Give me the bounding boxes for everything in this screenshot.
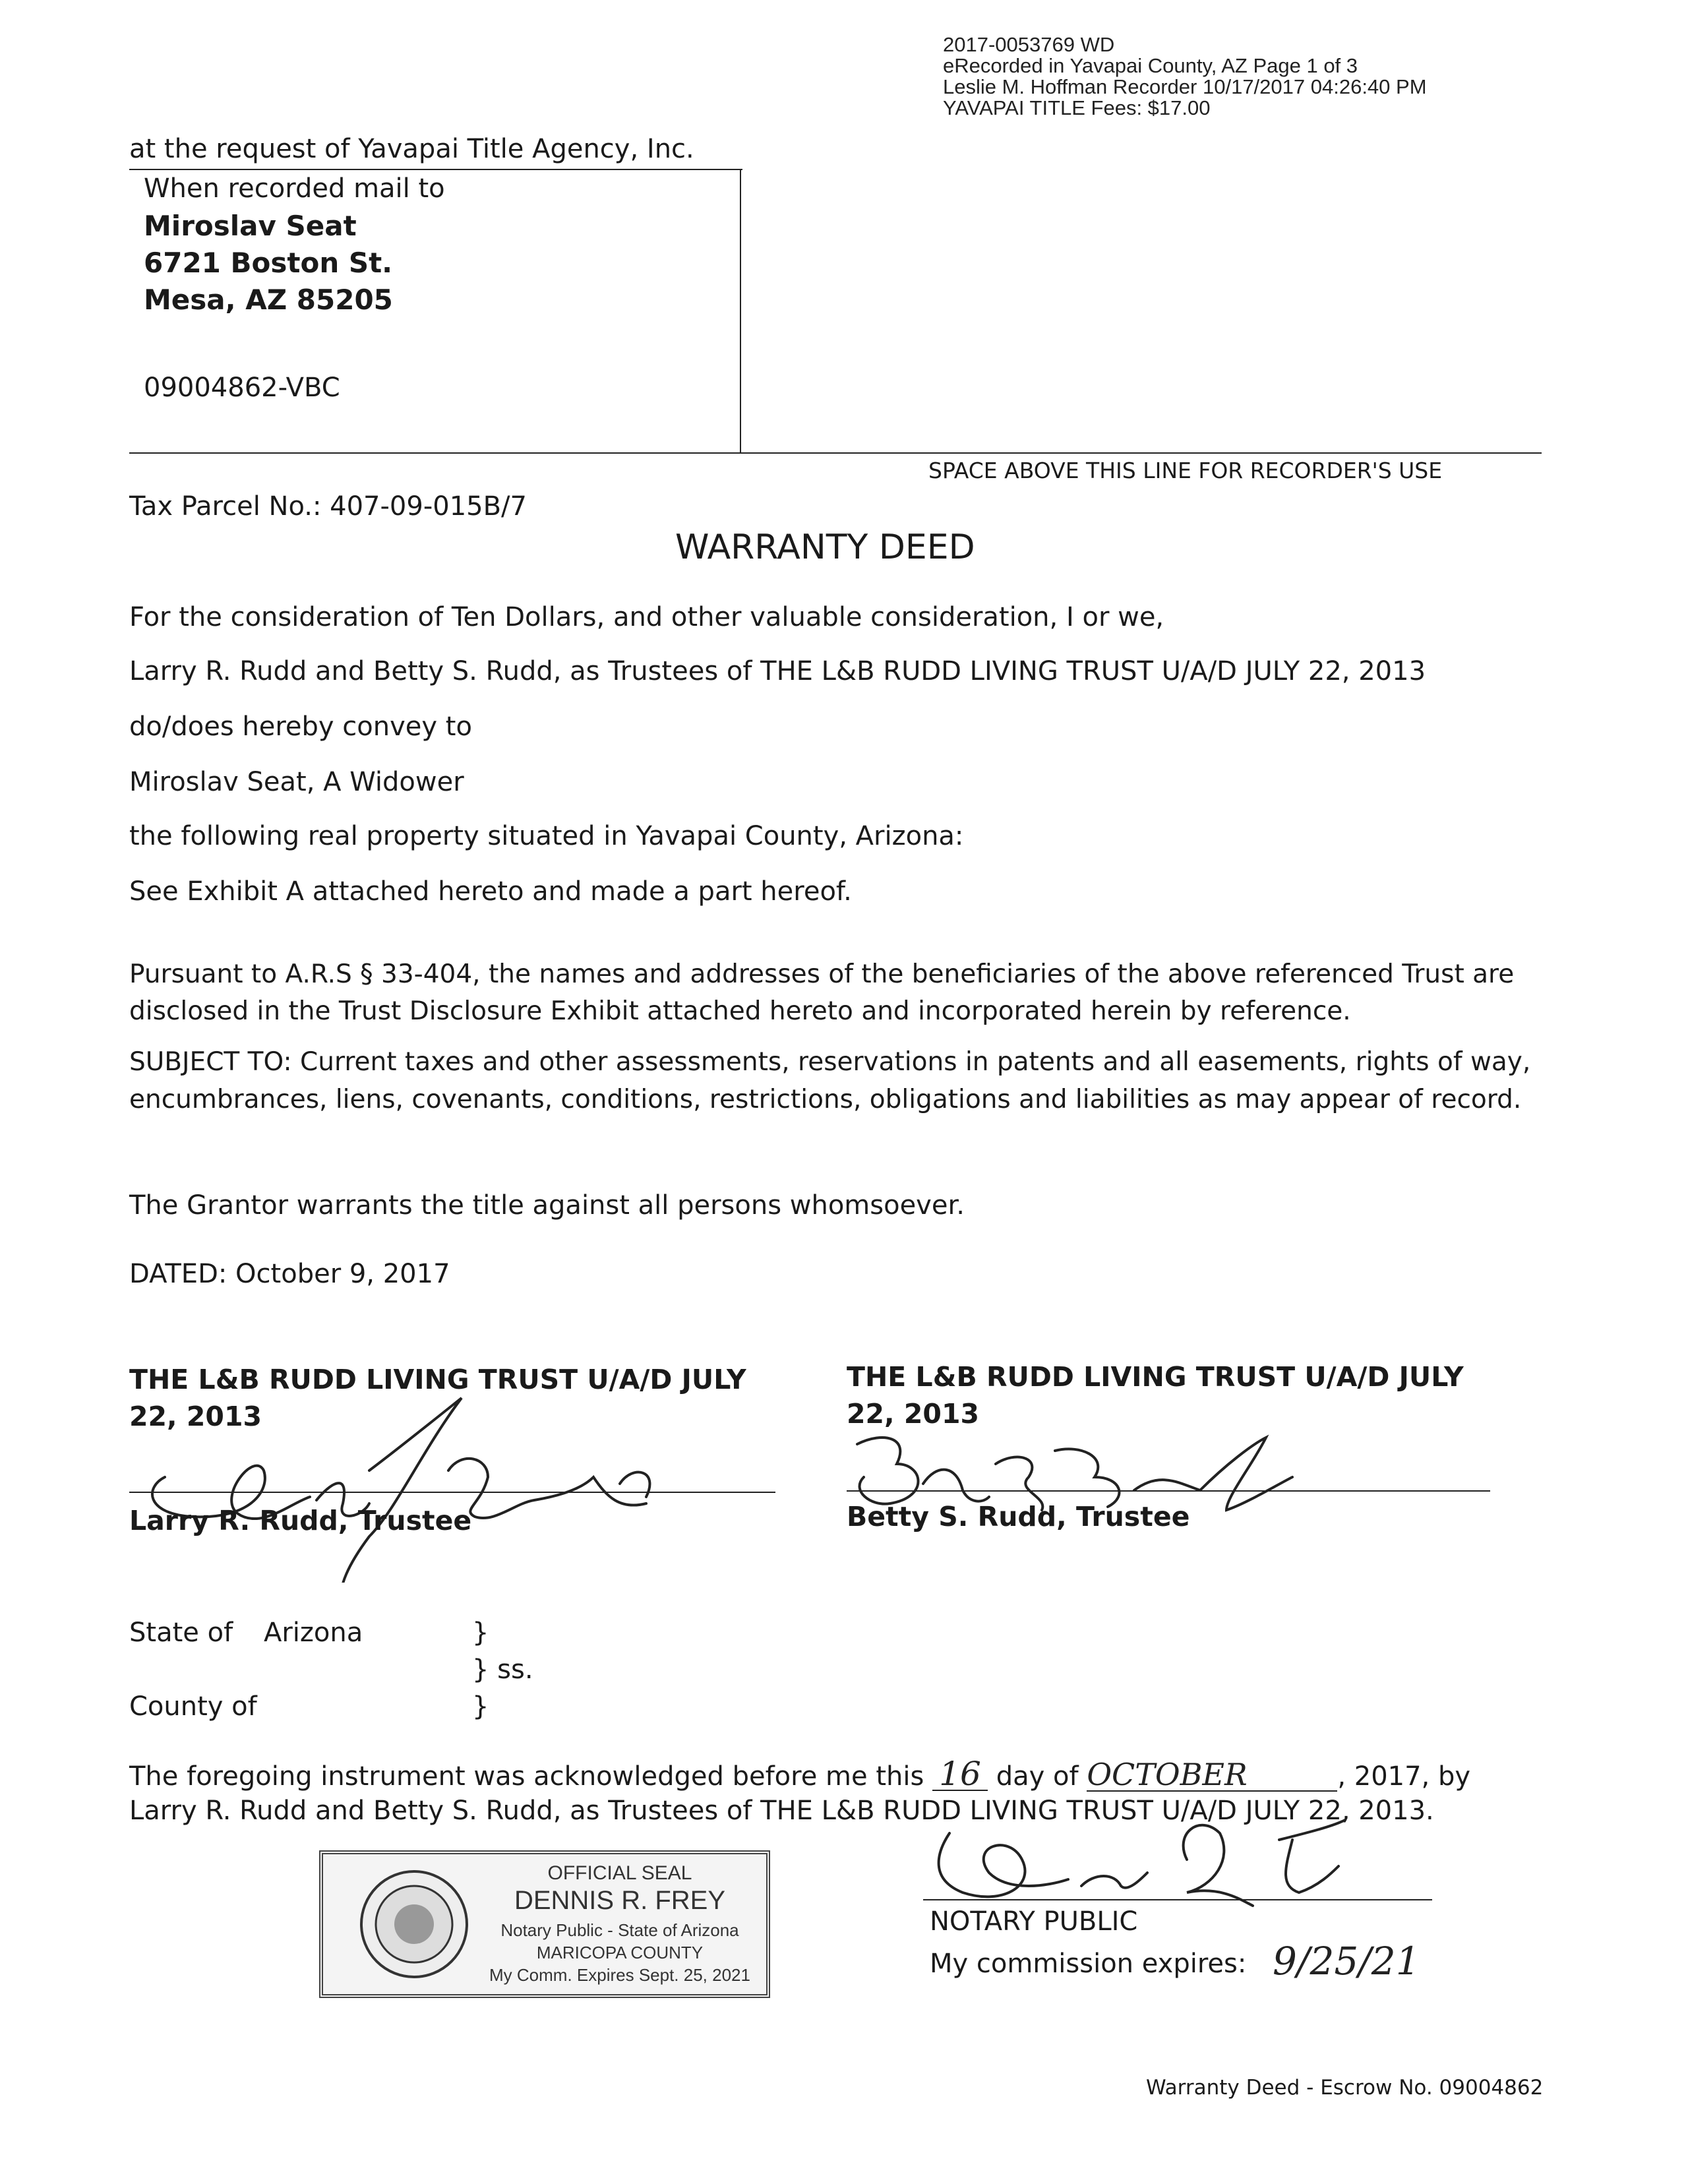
seal-notary-name: DENNIS R. FREY [514,1886,726,1915]
footer-escrow-number: Warranty Deed - Escrow No. 09004862 [1146,2076,1544,2100]
acknowledgment-day-of: day of [988,1761,1087,1792]
right-trust-name-line2: 22, 2013 [847,1398,980,1430]
acknowledgment-day: 16 [932,1758,988,1791]
request-line: at the request of Yavapai Title Agency, Inc. [129,134,694,164]
commission-expires-label: My commission expires: [930,1949,1247,1979]
larry-rudd-signature [119,1372,673,1583]
mail-box-heading: When recorded mail to [144,173,445,204]
left-signer-name: Larry R. Rudd, Trustee [129,1505,472,1536]
recorder-space-note: SPACE ABOVE THIS LINE FOR RECORDER'S USE [928,458,1443,483]
right-trust-name-line1: THE L&B RUDD LIVING TRUST U/A/D JULY [847,1361,1464,1393]
recording-recorder-time: Leslie M. Hoffman Recorder 10/17/2017 04:26:40 PM [943,75,1427,98]
property-text: the following real property situated in Yavapai County, Arizona: [129,821,964,851]
recording-fees: YAVAPAI TITLE Fees: $17.00 [943,96,1211,119]
left-signature-line [129,1492,775,1493]
grantors-text: Larry R. Rudd and Betty S. Rudd, as Trustees of THE L&B RUDD LIVING TRUST U/A/D JULY 22, 2013 [129,656,1426,686]
convey-text: do/does hereby convey to [129,712,472,742]
acknowledgment-prefix: The foregoing instrument was acknowledged before me this [129,1761,933,1792]
left-trust-name-line1: THE L&B RUDD LIVING TRUST U/A/D JULY [129,1364,746,1395]
notary-signature-line [923,1899,1432,1900]
acknowledgment-line2: Larry R. Rudd and Betty S. Rudd, as Trustees of THE L&B RUDD LIVING TRUST U/A/D JULY 22, 2013. [129,1796,1434,1826]
escrow-reference: 09004862-VBC [144,373,340,403]
state-value: Arizona [264,1618,363,1648]
notary-seal [319,1850,770,1998]
mail-box-right-border [740,169,741,452]
warrants-text: The Grantor warrants the title against all persons whomsoever. [129,1190,965,1221]
county-label: County of [129,1691,257,1722]
acknowledgment-month: OCTOBER [1087,1759,1337,1792]
seal-county: MARICOPA COUNTY [536,1943,704,1962]
right-signature-line [847,1490,1490,1492]
acknowledgment-year: , 2017, by [1337,1761,1471,1792]
mail-box-top-border [129,169,742,170]
page-title: WARRANTY DEED [675,528,975,567]
right-signer-name: Betty S. Rudd, Trustee [847,1501,1190,1532]
notary-signature [910,1807,1372,1912]
venue-brace-3: } [472,1691,489,1722]
seal-notary-state: Notary Public - State of Arizona [500,1920,739,1940]
grantee-text: Miroslav Seat, A Widower [129,767,464,797]
state-label: State of [129,1618,233,1648]
recorder-use-line [129,452,1542,454]
arizona-seal-icon [357,1867,471,1981]
recording-county-page: eRecorded in Yavapai County, AZ Page 1 of 3 [943,54,1358,77]
subject-to-paragraph: SUBJECT TO: Current taxes and other assessments, reservations in patents and all easements, rights of way, encumbrances, liens, covenants, conditions, restrictions, obligations and liabilities as may appear of record. [129,1047,1531,1114]
pursuant-paragraph: Pursuant to A.R.S § 33-404, the names and addresses of the beneficiaries of the above referenced Trust are disclosed in the Trust Disclosure Exhibit attached hereto and incorporated herein by reference. [129,959,1515,1026]
consideration-text: For the consideration of Ten Dollars, and other valuable consideration, I or we, [129,602,1164,632]
left-trust-name-line2: 22, 2013 [129,1401,262,1432]
mail-to-city: Mesa, AZ 85205 [144,284,393,316]
mail-to-street: 6721 Boston St. [144,247,393,279]
acknowledgment-line1 [129,1755,1471,1793]
seal-heading: OFFICIAL SEAL [547,1862,692,1884]
seal-commission-expiry: My Comm. Expires Sept. 25, 2021 [489,1965,750,1985]
exhibit-text: See Exhibit A attached hereto and made a part hereof. [129,876,852,907]
mail-to-name: Miroslav Seat [144,210,357,242]
tax-parcel-number: Tax Parcel No.: 407-09-015B/7 [129,491,527,522]
dated-text: DATED: October 9, 2017 [129,1259,450,1289]
venue-brace-1: } [472,1618,489,1648]
recording-number: 2017-0053769 WD [943,33,1115,56]
notary-title: NOTARY PUBLIC [930,1906,1138,1937]
venue-brace-ss: } ss. [472,1654,533,1685]
commission-expires-value: 9/25/21 [1273,1939,1420,1984]
